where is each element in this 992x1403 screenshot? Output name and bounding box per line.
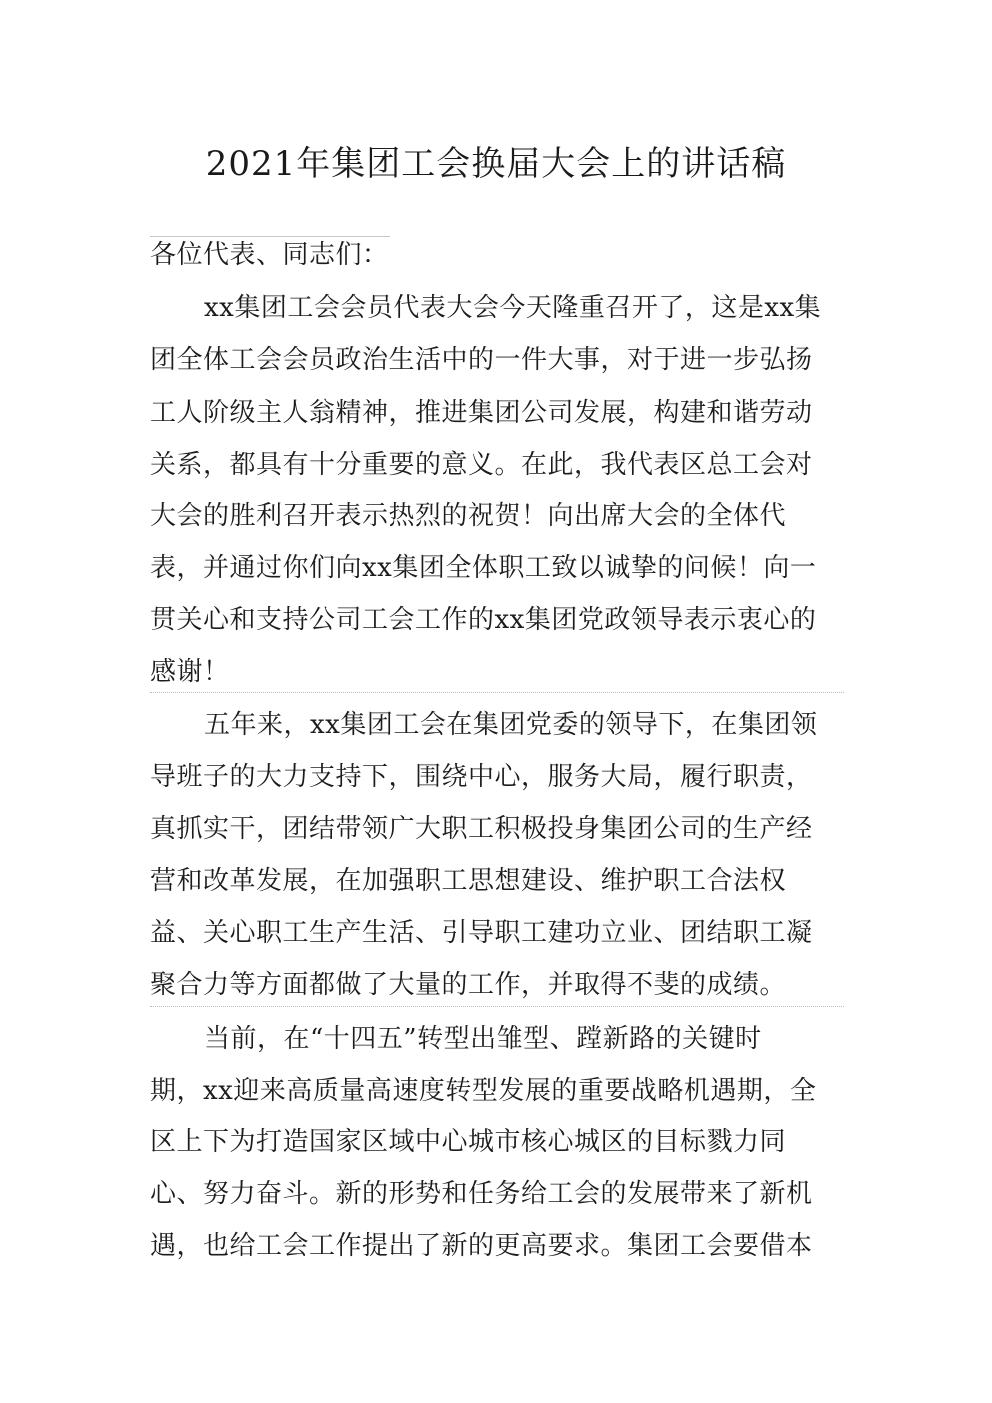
paragraph-1-line: 工人阶级主人翁精神，推进集团公司发展，构建和谐劳动 <box>150 398 813 428</box>
paragraph-3-line: 期，xx迎来高质量高速度转型发展的重要战略机遇期，全 <box>150 1076 817 1106</box>
paragraph-3-line: 区上下为打造国家区域中心城市核心城区的目标戮力同 <box>150 1127 787 1157</box>
paragraph-separator <box>150 1006 844 1007</box>
paragraph-2-line: 五年来，xx集团工会在集团党委的领导下，在集团领 <box>204 710 818 740</box>
paragraph-1-line: 贯关心和支持公司工会工作的xx集团党政领导表示衷心的 <box>150 605 817 635</box>
paragraph-2-line: 聚合力等方面都做了大量的工作，并取得不斐的成绩。 <box>150 970 787 1000</box>
paragraph-2-line: 导班子的大力支持下，围绕中心，服务大局，履行职责， <box>150 762 813 792</box>
paragraph-2-line: 益、关心职工生产生活、引导职工建功立业、团结职工凝 <box>150 918 813 948</box>
paragraph-1-line: 关系，都具有十分重要的意义。在此，我代表区总工会对 <box>150 450 813 480</box>
paragraph-3-line: 遇，也给工会工作提出了新的更高要求。集团工会要借本 <box>150 1231 813 1261</box>
paragraph-1-line: 大会的胜利召开表示热烈的祝贺！向出席大会的全体代 <box>150 501 787 531</box>
paragraph-1-line: 表，并通过你们向xx集团全体职工致以诚挚的问候！向一 <box>150 553 817 583</box>
salutation: 各位代表、同志们： <box>150 240 389 270</box>
paragraph-1-line: 感谢！ <box>150 657 230 687</box>
paragraph-2-line: 真抓实干，团结带领广大职工积极投身集团公司的生产经 <box>150 814 813 844</box>
paragraph-1-line: 团全体工会会员政治生活中的一件大事，对于进一步弘扬 <box>150 345 813 375</box>
document-title: 2021年集团工会换届大会上的讲话稿 <box>205 144 787 184</box>
paragraph-3-line: 心、努力奋斗。新的形势和任务给工会的发展带来了新机 <box>150 1179 813 1209</box>
paragraph-separator <box>150 692 844 693</box>
paragraph-3-line: 当前，在“十四五”转型出雏型、蹚新路的关键时 <box>204 1024 762 1054</box>
paragraph-2-line: 营和改革发展，在加强职工思想建设、维护职工合法权 <box>150 866 787 896</box>
paragraph-1-line: xx集团工会会员代表大会今天隆重召开了，这是xx集 <box>204 293 822 323</box>
salutation-rule <box>150 236 390 237</box>
